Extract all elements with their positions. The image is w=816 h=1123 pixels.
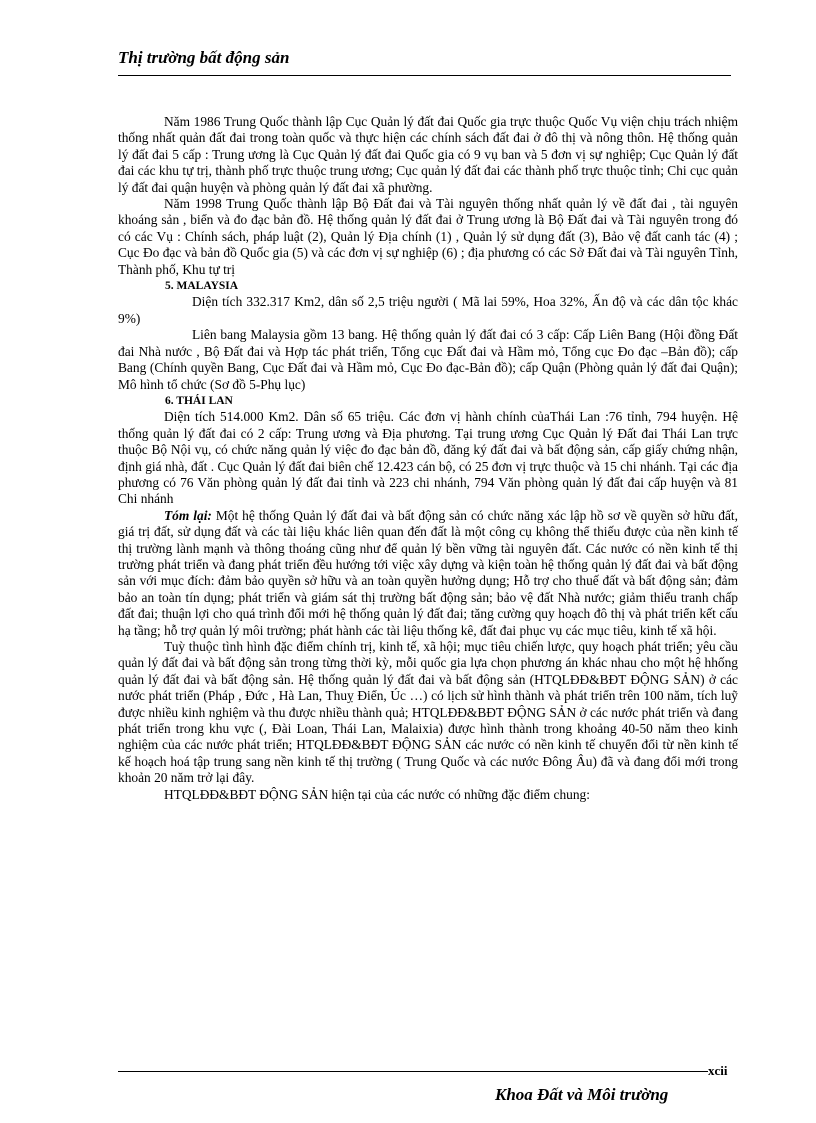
header-divider — [118, 75, 731, 76]
page-header-title: Thị trường bất động sản — [118, 48, 290, 67]
summary-label: Tóm lại: — [164, 507, 212, 523]
paragraph-malaysia-area: Diện tích 332.317 Km2, dân số 2,5 triệu người ( Mã lai 59%, Hoa 32%, Ấn độ và các dân tộc khác 9%) — [118, 294, 738, 326]
paragraph-summary — [118, 508, 738, 639]
page-number: xcii — [708, 1063, 728, 1078]
paragraph-china-1986: Năm 1986 Trung Quốc thành lập Cục Quản lý đất đai Quốc gia trực thuộc Quốc Vụ viện chịu trách nhiệm thống nhất quản đất đai trong toàn quốc và thực hiện các chính sách đất đai ở đô thị và nông thôn. Hệ thống quản lý đất đai 5 cấp : Trung ương là Cục Quản lý đất đai Quốc gia có 9 vụ ban và 5 đơn vị sự nghiệp; Cục Quản lý đất đai các khu tự trị, thành phố trực thuộc trung ương; Cục quản lý đất đai các thành phố trực thuộc tỉnh; Chi cục quản lý đất đai quận huyện và phòng quản lý đất đai xã phường. — [118, 114, 738, 195]
paragraph-thailand: Diện tích 514.000 Km2. Dân số 65 triệu. Các đơn vị hành chính củaThái Lan :76 tỉnh, 794 huyện. Hệ thống quản lý đất đai có 2 cấp: Trung ương và Địa phương. Tại trung ương Cục Quản lý Đất đai Thái Lan trực thuộc Bộ Nội vụ, có chức năng quản lý việc đo đạc bản đồ, đăng ký đất đai và bất động sản, cấp giấy chứng nhận, định giá nhà, đất . Cục Quản lý đất đai biên chế 12.423 cán bộ, có 25 đơn vị trực thuộc và 15 chi nhánh. Tại các địa phương có 76 Văn phòng quản lý đất đai tỉnh và 223 chi nhánh, 794 Văn phòng quản lý đất đai cấp huyện và 81 Chi nhánh — [118, 409, 738, 507]
summary-text: Một hệ thống Quản lý đất đai và bất động sản có chức năng xác lập hồ sơ về quyền sở hữu đất, giá trị đất, sử dụng đất và các tài liệu khác liên quan đến đất là một công cụ không thể thiếu được của nền kinh tế thị trường lành mạnh và thông thoáng cũng như để quản lý bền vững tài nguyên đất. Các nước có nền kinh tế thị trường phát triển và đang phát triển đều hướng tới việc xây dựng và kiện toàn hệ thống quản lý đất đai và bất động sản với mục đích: đảm bảo quyền sở hữu và an toàn quyền hưởng dụng; Hỗ trợ cho thuế đất và bất động sản; đảm bảo an toàn tín dụng; phát triển và giám sát thị trường bất động sản; bảo vệ đất Nhà nước; giảm thiểu tranh chấp đất đai; thuận lợi cho quá trình đổi mới hệ thống quản lý đất đai; tăng cường quy hoạch đô thị và phát triển kết cấu hạ tầng; hỗ trợ quản lý môi trường; phát hành các tài liệu thống kê, đất đai phục vụ các mục tiêu, kinh tế xã hội. — [118, 507, 738, 638]
section-heading-thailand: 6. THÁI LAN — [165, 394, 233, 407]
footer-divider — [118, 1071, 708, 1072]
paragraph-national-context: Tuỳ thuộc tình hình đặc điểm chính trị, kinh tế, xã hội; mục tiêu chiến lược, quy hoạch phát triển; yêu cầu quản lý đất đai và bất động sản trong từng thời kỳ, mỗi quốc gia lựa chọn phương án khác nhau cho một hệ hhống quản lý đất đai và bất động sản. Hệ thống quản lý đất đai và bất động sản (HTQLĐĐ&BĐT ĐỘNG SẢN) ở các nước phát triển (Pháp , Đức , Hà Lan, Thuỵ Điển, Úc …) có lịch sử hình thành và phát triển trên 100 năm, tích luỹ được nhiều kinh nghiệm và thu được nhiều thành quả; HTQLĐĐ&BĐT ĐỘNG SẢN ở các nước phát triển và đang phát triển trong khu vực (, Đài Loan, Thái Lan, Malaixia) được hình thành trong khoảng 40-50 năm theo kinh nghiệm của các nước phát triển; HTQLĐĐ&BĐT ĐỘNG SẢN các nước có nền kinh tế chuyển đổi từ nền kinh tế kế hoạch hoá tập trung sang nền kinh tế thị trường ( Trung Quốc và các nước Đông Âu) đã và đang đổi mới trong khoản 20 năm trở lại đây. — [118, 639, 738, 786]
footer-department: Khoa Đất và Môi trường — [495, 1085, 669, 1104]
document-body — [118, 114, 738, 803]
paragraph-common-features: HTQLĐĐ&BĐT ĐỘNG SẢN hiện tại của các nước có những đặc điểm chung: — [164, 786, 590, 802]
paragraph-malaysia-system: Liên bang Malaysia gồm 13 bang. Hệ thống quản lý đất đai có 3 cấp: Cấp Liên Bang (Hội đồng Đất đai Nhà nước , Bộ Đất đai và Hợp tác phát triển, Tổng cục Đất đai và Hầm mỏ, Tổng cục Đo đạc –Bản đồ); cấp Bang (Chính quyền Bang, Cục Đất đai và Hầm mỏ, Cục Đo đạc-Bản đồ); cấp Quận (Phòng quản lý đất đai Quận); Mô hình tổ chức (Sơ đồ 5-Phụ lục) — [118, 327, 738, 392]
section-heading-malaysia: 5. MALAYSIA — [165, 280, 239, 293]
paragraph-china-1998: Năm 1998 Trung Quốc thành lập Bộ Đất đai và Tài nguyên thống nhất quản lý về đất đai , tài nguyên khoáng sản , biển và đo đạc bản đồ. Hệ thống quản lý đất đai ở Trung ương là Bộ Đất đai và Tài nguyên trong đó có các Vụ : Chính sách, pháp luật (2), Quản lý Địa chính (1) , Quản lý sử dụng đất (3), Bảo vệ đất canh tác (4) ; Cục Đo đạc và bản đồ Quốc gia (5) và các đơn vị sự nghiệp (6) ; địa phương có các Sở Đất đai và Tài nguyên Tỉnh, Thành phố, Khu tự trị — [118, 196, 738, 277]
